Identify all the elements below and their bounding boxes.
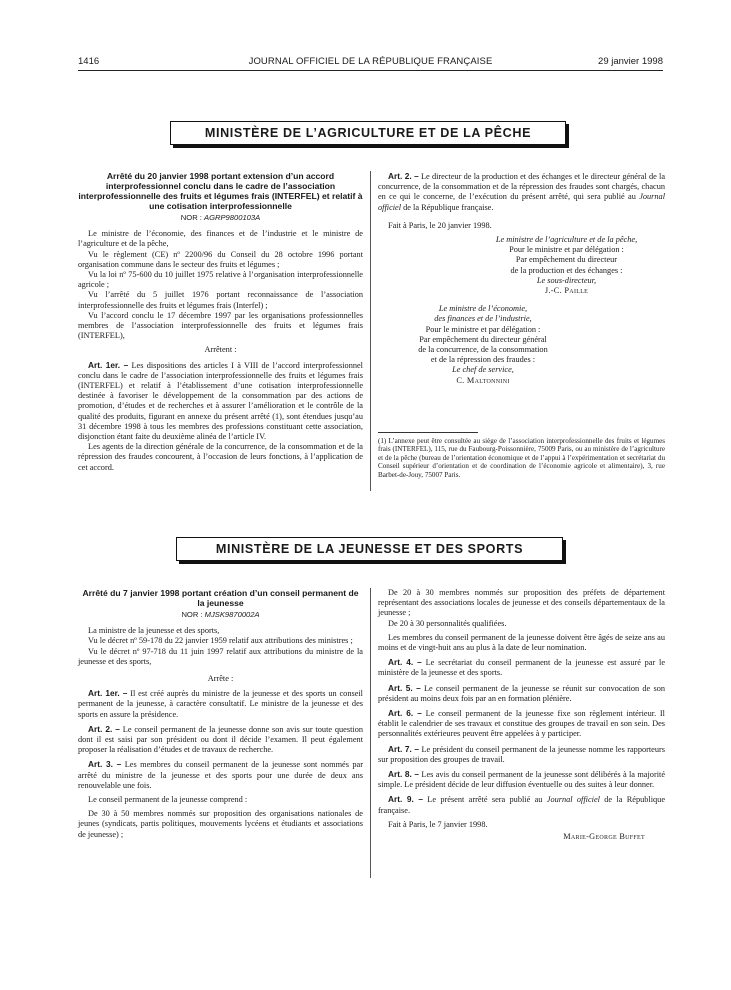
vu-line: Vu le décret nº 59-178 du 22 janvier 1959 relatif aux attributions des ministres ;: [88, 636, 353, 646]
article-2: Art. 2. – Le directeur de la production et des échanges et le directeur général de la concurrence, de la consommation et de la répression des fraudes sont chargés, chacun en ce qui le concerne, de l’exécution du présent arrêté, qui sera publié au Journal officiel de la République française.: [378, 171, 665, 212]
vu-line: Vu l’arrêté du 5 juillet 1976 portant reconnaissance de l’association interprofessionnelle des fruits et légumes frais (Interfel) ;: [78, 290, 363, 310]
vu-line: Vu le règlement (CE) nº 2200/96 du Conseil du 28 octobre 1996 portant organisation commune dans le secteur des fruits et légumes ;: [78, 249, 363, 269]
article-5: Art. 5. – Le conseil permanent de la jeunesse se réunit sur convocation de son président au moins deux fois par an en formation plénière.: [378, 682, 665, 703]
membres-personnalites: De 20 à 30 personnalités qualifiées.: [388, 618, 507, 628]
fait-a-paris: Fait à Paris, le 20 janvier 1998.: [388, 220, 492, 230]
article-2: Art. 2. – Le conseil permanent de la jeunesse donne son avis sur toute question dont il est saisi par son président ou dont il décide l’examen. Il peut également proposer la réalisation d’études et de travaux de recherche.: [78, 723, 363, 755]
journal-title: JOURNAL OFFICIEL DE LA RÉPUBLIQUE FRANÇAISE: [248, 56, 493, 67]
article-1: Art. 1er. – Les dispositions des articles I à VIII de l’accord interprofessionnel conclu dans le cadre de l’association interprofessionnelle des fruits et légumes frais (INTERFEL) et relatif à l’établissement d’une cotisation interprofessionnelle destinée à favoriser le développement de la consommation par des actions de promotion, d’études et de recherches et à assurer l’amélioration et le contrôle de la qualité des produits, figurant en annexe du présent arrêté (1), sont étendues jusqu’au 31 décembre 1998 à tous les membres des professions constituant cette association, disjonction étant faite du deuxième alinéa de l’article IV.: [78, 359, 363, 442]
article-6: Art. 6. – Le conseil permanent de la jeunesse fixe son règlement intérieur. Il établit le calendrier de ses travaux et constitue des groupes de travail en son sein. Des personnalités extérieures peuvent être appelées à y participer.: [378, 708, 665, 739]
article-7: Art. 7. – Le président du conseil permanent de la jeunesse nomme les rapporteurs sur proposition des groupes de travail.: [378, 743, 666, 764]
fait-a-paris: Fait à Paris, le 7 janvier 1998.: [388, 819, 488, 829]
column-divider: [370, 171, 371, 491]
ministry-agriculture-title: MINISTÈRE DE L’AGRICULTURE ET DE LA PÊCHE: [170, 121, 566, 145]
agents-paragraph: Les agents de la direction générale de la concurrence, de la consommation et de la répression des fraudes concourent, à l’occasion de leurs fonctions, à l’application de cet accord.: [78, 442, 363, 472]
page-number: 1416: [78, 56, 100, 67]
arretent-heading: Arrêtent :: [204, 345, 237, 355]
article-9: Art. 9. – Le présent arrêté sera publié au Journal officiel de la République française.: [378, 794, 666, 815]
signature-block-agriculture: Le ministre de l’agriculture et de la pêche, Pour le ministre et par délégation : Par empêchement du directeur de la production et des échanges : Le sous-directeur, J.-C. Paille: [468, 235, 665, 296]
article-3: Art. 3. – Les membres du conseil permanent de la jeunesse sont nommés par arrêté du ministre de la jeunesse et des sports pour une durée de deux ans renouvelable une fois.: [78, 759, 363, 790]
footnote: (1) L’annexe peut être consultée au siège de l’association interprofessionnelle des fruits et légumes frais (INTERFEL), 115, rue du Faubourg-Poissonnière, 75009 Paris, ou au ministère de l’agriculture et de la pêche (bureau de l’orientation économique et de l’appui à l’expérimentation et secrétariat du Conseil supérieur d’orientation et de coordination de l’économie agricole et alimentaire), 3, rue Barbet-de-Jouy, 75007 Paris.: [378, 437, 665, 479]
age-paragraph: Les membres du conseil permanent de la jeunesse doivent être âgés de seize ans au moins et de vingt-huit ans au plus à la date de leur nomination.: [378, 632, 665, 653]
footnote-rule: [378, 432, 478, 433]
jeunesse-right-column: [378, 588, 665, 842]
comprend-line: Le conseil permanent de la jeunesse comprend :: [88, 795, 248, 805]
signatory-name: J.-C. Paille: [544, 286, 589, 296]
article-1: Art. 1er. – Il est créé auprès du ministre de la jeunesse et des sports un conseil permanent de la jeunesse, à caractère consultatif. Le ministre de la jeunesse et des sports en assure la présidence.: [78, 688, 363, 719]
nor-reference: NOR : MJSK9870002A: [181, 610, 260, 619]
nor-reference: NOR : AGRP9800103A: [180, 213, 261, 222]
vu-line: Vu le décret nº 97-718 du 11 juin 1997 relatif aux attributions du ministre de la jeunesse et des sports,: [78, 646, 363, 666]
ministry-jeunesse-title: MINISTÈRE DE LA JEUNESSE ET DES SPORTS: [176, 537, 563, 561]
jeunesse-left-column: [78, 588, 363, 840]
header-rule: [78, 70, 663, 71]
arrete-title: Arrêté du 7 janvier 1998 portant création d’un conseil permanent de la jeunesse: [82, 588, 359, 608]
signature-block-economie: Le ministre de l’économie, des finances et de l’industrie, Pour le ministre et par délégation : Par empêchement du directeur général de la concurrence, de la consommation et de la répression des fraudes : Le chef de service, C. Maltonnini: [378, 304, 588, 386]
vu-line: La ministre de la jeunesse et des sports,: [88, 626, 220, 636]
article-4: Art. 4. – Le secrétariat du conseil permanent de la jeunesse est assuré par le ministère de la jeunesse et des sports.: [378, 657, 666, 678]
membres-prefets: De 20 à 30 membres nommés sur proposition des préfets de département représentant des associations locales de jeunesse et des conseils départementaux de la jeunesse ;: [378, 588, 665, 618]
vu-line: Vu l’accord conclu le 17 décembre 1997 par les organisations professionnelles membres de l’association interprofessionnelle des fruits et légumes frais (INTERFEL),: [78, 310, 363, 341]
vu-line: Vu la loi nº 75-600 du 10 juillet 1975 relative à l’organisation interprofessionnelle agricole ;: [78, 270, 363, 290]
signatory-name: C. Maltonnini: [456, 375, 510, 385]
arrete-title: Arrêté du 20 janvier 1998 portant extension d’un accord interprofessionnel conclu dans le cadre de l’association interprofessionnelle des fruits et légumes frais (INTERFEL) et relatif à une cotisation interprofessionnelle: [78, 171, 363, 211]
agriculture-left-column: [78, 171, 363, 473]
article-8: Art. 8. – Les avis du conseil permanent de la jeunesse sont délibérés à la majorité simple. Le président décide de leur diffusion éventuelle ou des suites à leur donner.: [378, 769, 665, 790]
issue-date: 29 janvier 1998: [598, 56, 663, 67]
column-divider: [370, 588, 371, 878]
vu-line: Le ministre de l’économie, des finances et de l’industrie et le ministre de l’agriculture et de la pêche,: [78, 229, 363, 249]
agriculture-right-column: [378, 171, 665, 386]
signatory-name: Marie-George Buffet: [563, 832, 645, 842]
membres-organisations: De 30 à 50 membres nommés sur proposition des organisations nationales de jeunes (syndicats, partis politiques, mouvements lycéens et étudiants et associations de jeunesse) ;: [78, 809, 363, 839]
arrete-heading: Arrête :: [207, 674, 234, 684]
